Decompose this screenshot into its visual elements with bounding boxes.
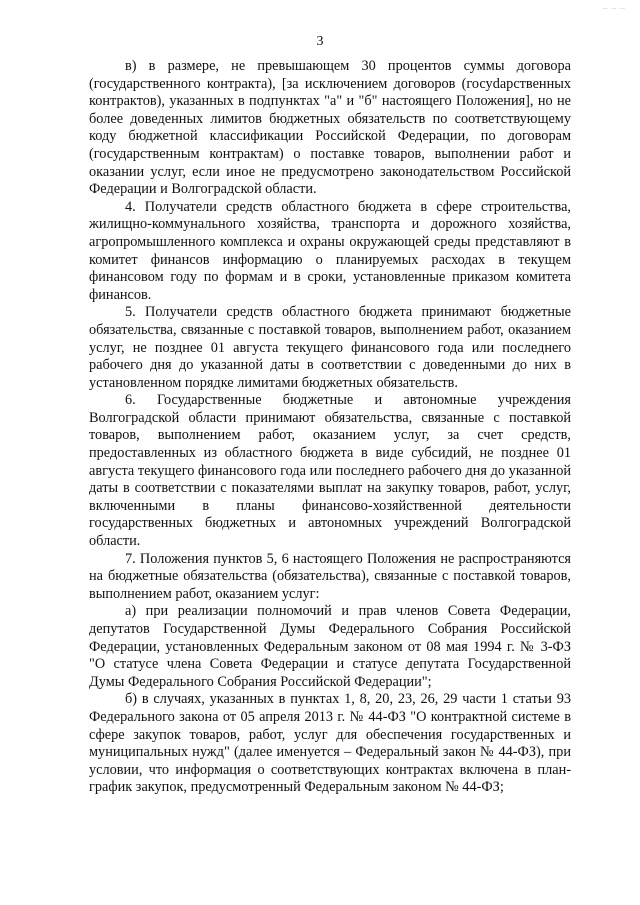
- document-body: [89, 58, 571, 797]
- paragraph-3c: в) в размере, не превышающем 30 процентов суммы договора (государственного контракта), [за исключением договоров (госуdарственных контрактов), указанных в подпунктах "а" и "б" настоящего Положения], но не более доведенных лимитов бюджетных обязательств по соответствующему коду бюджетной классификации Российской Федерации, по договорам (государственным контрактам) о поставке товаров, выполнении работ и оказании услуг, если иное не предусмотрено законодательством Российской Федерации и Волгоградской области.: [89, 58, 571, 198]
- paragraph-5: 5. Получатели средств областного бюджета принимают бюджетные обязательства, связанные с поставкой товаров, выполнением работ, оказанием услуг, не позднее 01 августа текущего финансового года или последнего рабочего дня до указанной даты в соответствии с доведенными до них в установленном порядке лимитами бюджетных обязательств.: [89, 304, 571, 391]
- paragraph-4: 4. Получатели средств областного бюджета в сфере строительства, жилищно-коммунального хозяйства, транспорта и дорожного хозяйства, агропромышленного комплекса и охраны окружающей среды представляют в комитет финансов информацию о планируемых расходах в текущем финансовом году по формам и в сроки, установленные приказом комитета финансов.: [89, 198, 571, 303]
- page-number: 3: [316, 34, 324, 49]
- scan-corner-mark: _ _ _: [603, 0, 626, 10]
- paragraph-7a: а) при реализации полномочий и прав членов Совета Федерации, депутатов Государственной Думы Федерального Собрания Российской Федерации, установленных Федеральным законом от 08 мая 1994 г. № 3-ФЗ "О статусе члена Совета Федерации и статусе депутата Государственной Думы Федерального Собрания Российской Федерации";: [89, 603, 571, 690]
- paragraph-7b: б) в случаях, указанных в пунктах 1, 8, 20, 23, 26, 29 части 1 статьи 93 Федерального закона от 05 апреля 2013 г. № 44-ФЗ "О контрактной системе в сфере закупок товаров, работ, услуг для обеспечения государственных и муниципальных нужд" (далее именуется – Федеральный закон № 44-ФЗ), при условии, что информация о соответствующих контрактах включена в план-график закупок, предусмотренный Федеральным законом № 44-ФЗ;: [89, 691, 571, 796]
- paragraph-7: 7. Положения пунктов 5, 6 настоящего Положения не распространяются на бюджетные обязательства (обязательства), связанные с поставкой товаров, выполнением работ, оказанием услуг:: [89, 550, 571, 602]
- paragraph-6: 6. Государственные бюджетные и автономные учреждения Волгоградской области принимают обязательства, связанные с поставкой товаров, выполнением работ, оказанием услуг, за счет средств, предоставленных из областного бюджета в виде субсидий, не позднее 01 августа текущего финансового года или последнего рабочего дня до указанной даты в соответствии с показателями выплат на закупку товаров, работ, услуг, включенными в планы финансово-хозяйственной деятельности государственных бюджетных и автономных учреждений Волгоградской области.: [89, 392, 571, 550]
